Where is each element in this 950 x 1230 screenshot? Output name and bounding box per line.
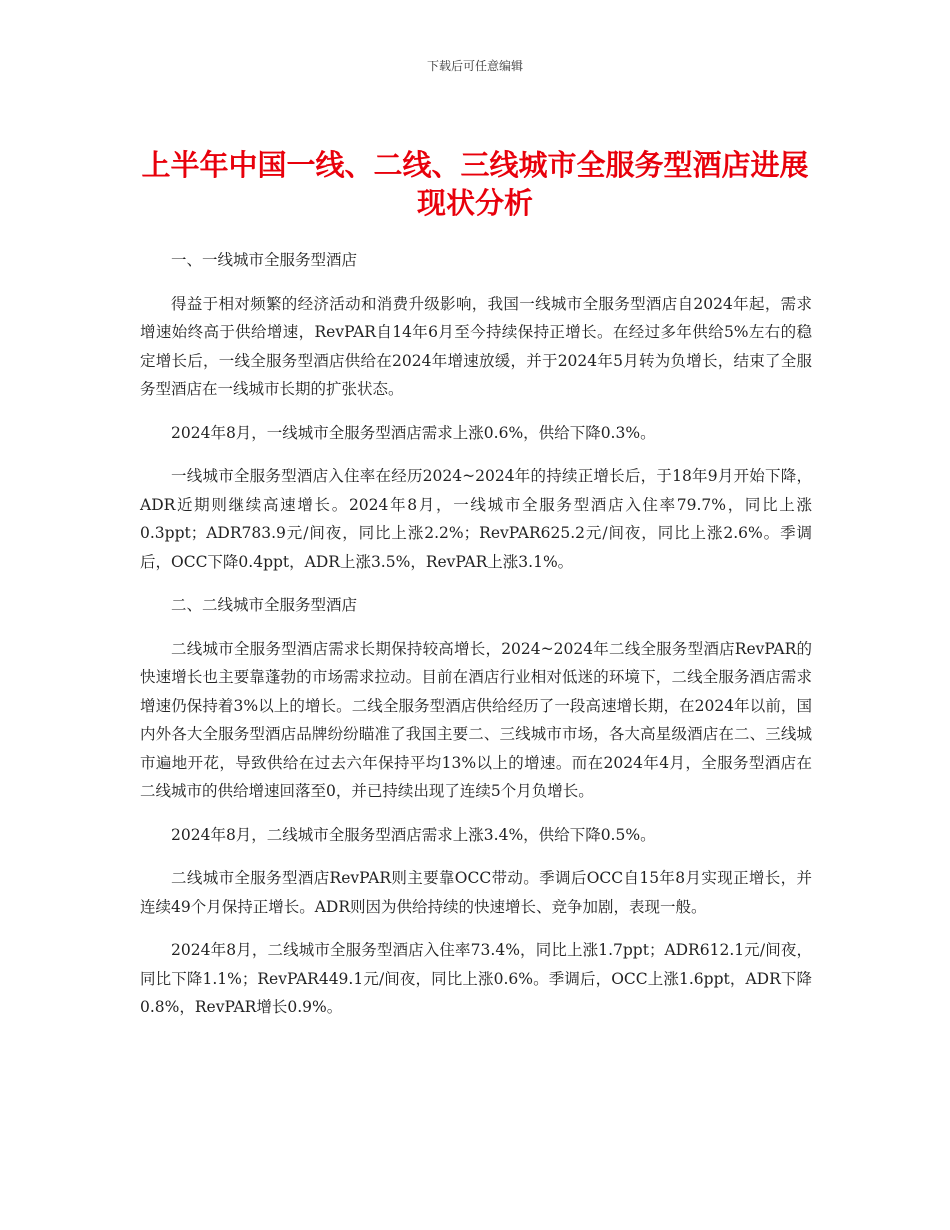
paragraph-tier2-overview: 二线城市全服务型酒店需求长期保持较高增长，2024~2024年二线全服务型酒店RevPAR的快速增长也主要靠蓬勃的市场需求拉动。目前在酒店行业相对低迷的环境下，二线全服务酒店需求增速仍保持着3%以上的增长。二线全服务型酒店供给经历了一段高速增长期，在2024年以前，国内外各大全服务型酒店品牌纷纷瞄准了我国主要二、三线城市市场，各大高星级酒店在二、三线城市遍地开花，导致供给在过去六年保持平均13%以上的增速。而在2024年4月，全服务型酒店在二线城市的供给增速回落至0，并已持续出现了连续5个月负增长。 — [140, 639, 812, 800]
paragraph-tier1-supply-demand: 2024年8月，一线城市全服务型酒店需求上涨0.6%，供给下降0.3%。 — [171, 423, 656, 442]
section-heading-tier2: 二、二线城市全服务型酒店 — [171, 596, 358, 614]
header-note: 下载后可任意编辑 — [426, 59, 523, 73]
paragraph-tier1-overview: 得益于相对频繁的经济活动和消费升级影响，我国一线城市全服务型酒店自2024年起，需求增速始终高于供给增速，RevPAR自14年6月至今持续保持正增长。在经过多年供给5%左右的稳定增长后，一线全服务型酒店供给在2024年增速放缓，并于2024年5月转为负增长，结束了全服务型酒店在一线城市长期的扩张状态。 — [140, 294, 812, 398]
document-body — [140, 246, 812, 1037]
document-title: 上半年中国一线、二线、三线城市全服务型酒店进展现状分析 — [141, 148, 809, 220]
paragraph-tier2-revpar: 二线城市全服务型酒店RevPAR则主要靠OCC带动。季调后OCC自15年8月实现正增长，并连续49个月保持正增长。ADR则因为供给持续的快速增长、竞争加剧，表现一般。 — [140, 869, 812, 916]
paragraph-tier2-metrics: 2024年8月，二线城市全服务型酒店入住率73.4%，同比上涨1.7ppt；ADR612.1元/间夜，同比下降1.1%；RevPAR449.1元/间夜，同比上涨0.6%。季调后，OCC上涨1.6ppt，ADR下降0.8%，RevPAR增长0.9%。 — [140, 941, 812, 1016]
paragraph-tier2-supply-demand: 2024年8月，二线城市全服务型酒店需求上涨3.4%，供给下降0.5%。 — [171, 825, 656, 844]
paragraph-tier1-metrics: 一线城市全服务型酒店入住率在经历2024~2024年的持续正增长后，于18年9月开始下降，ADR近期则继续高速增长。2024年8月，一线城市全服务型酒店入住率79.7%，同比上涨0.3ppt；ADR783.9元/间夜，同比上涨2.2%；RevPAR625.2元/间夜，同比上涨2.6%。季调后，OCC下降0.4ppt，ADR上涨3.5%，RevPAR上涨3.1%。 — [140, 467, 812, 571]
section-heading-tier1: 一、一线城市全服务型酒店 — [171, 251, 358, 269]
